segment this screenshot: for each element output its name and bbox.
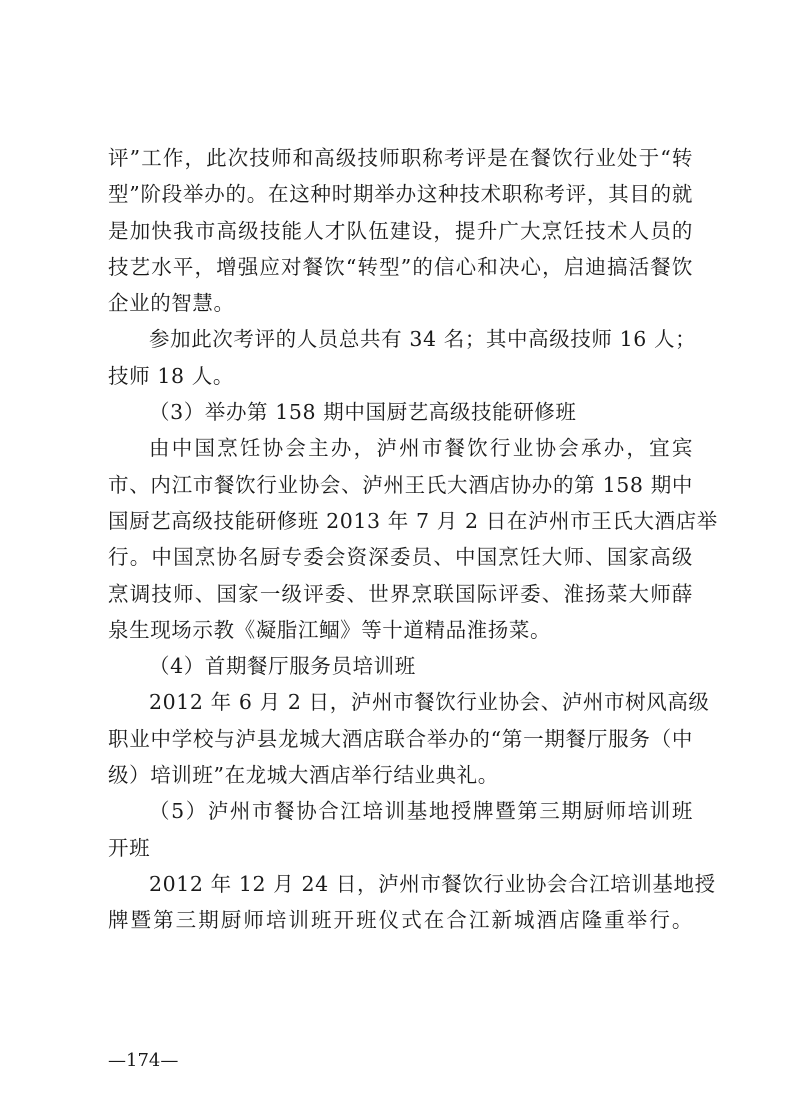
text-line: 2012 年 12 月 24 日，泸州市餐饮行业协会合江培训基地授 bbox=[149, 871, 716, 896]
text-line: 烹调技师、国家一级评委、世界烹联国际评委、淮扬菜大师薛 bbox=[108, 581, 693, 606]
text-line: 泉生现场示教《凝脂江鲴》等十道精品淮扬菜。 bbox=[108, 617, 552, 642]
section-heading: （3）举办第 158 期中国厨艺高级技能研修班 bbox=[149, 400, 577, 425]
text-line: 国厨艺高级技能研修班 2013 年 7 月 2 日在泸州市王氏大酒店举 bbox=[108, 508, 718, 533]
text-line: 级）培训班”在龙城大酒店举行结业典礼。 bbox=[108, 763, 499, 788]
text-line: 是加快我市高级技能人才队伍建设，提升广大烹饪技术人员的 bbox=[108, 218, 693, 243]
section-heading: （4）首期餐厅服务员培训班 bbox=[149, 654, 416, 679]
text-line: 市、内江市餐饮行业协会、泸州王氏大酒店协办的第 158 期中 bbox=[108, 472, 693, 497]
text-line: 型”阶段举办的。在这种时期举办这种技术职称考评，其目的就 bbox=[108, 182, 693, 207]
text-line: 牌暨第三期厨师培训班开班仪式在合江新城酒店隆重举行。 bbox=[108, 908, 693, 933]
section-heading: （5）泸州市餐协合江培训基地授牌暨第三期厨师培训班 bbox=[149, 799, 693, 824]
page-number: —174— bbox=[108, 1050, 179, 1071]
text-line: 技师 18 人。 bbox=[108, 363, 234, 388]
text-line: 企业的智慧。 bbox=[108, 291, 235, 316]
text-line: 参加此次考评的人员总共有 34 名；其中高级技师 16 人； bbox=[149, 327, 697, 352]
section-heading: 开班 bbox=[108, 835, 151, 860]
text-line: 职业中学校与泸县龙城大酒店联合举办的“第一期餐厅服务（中 bbox=[108, 726, 693, 751]
text-line: 技艺水平，增强应对餐饮“转型”的信心和决心，启迪搞活餐饮 bbox=[108, 254, 693, 279]
text-line: 由中国烹饪协会主办，泸州市餐饮行业协会承办，宜宾 bbox=[149, 436, 693, 461]
text-line: 行。中国烹协名厨专委会资深委员、中国烹饪大师、国家高级 bbox=[108, 545, 693, 570]
text-line: 2012 年 6 月 2 日，泸州市餐饮行业协会、泸州市树风高级 bbox=[149, 690, 710, 715]
body-text bbox=[108, 140, 718, 939]
text-line: 评”工作，此次技师和高级技师职称考评是在餐饮行业处于“转 bbox=[108, 146, 693, 170]
